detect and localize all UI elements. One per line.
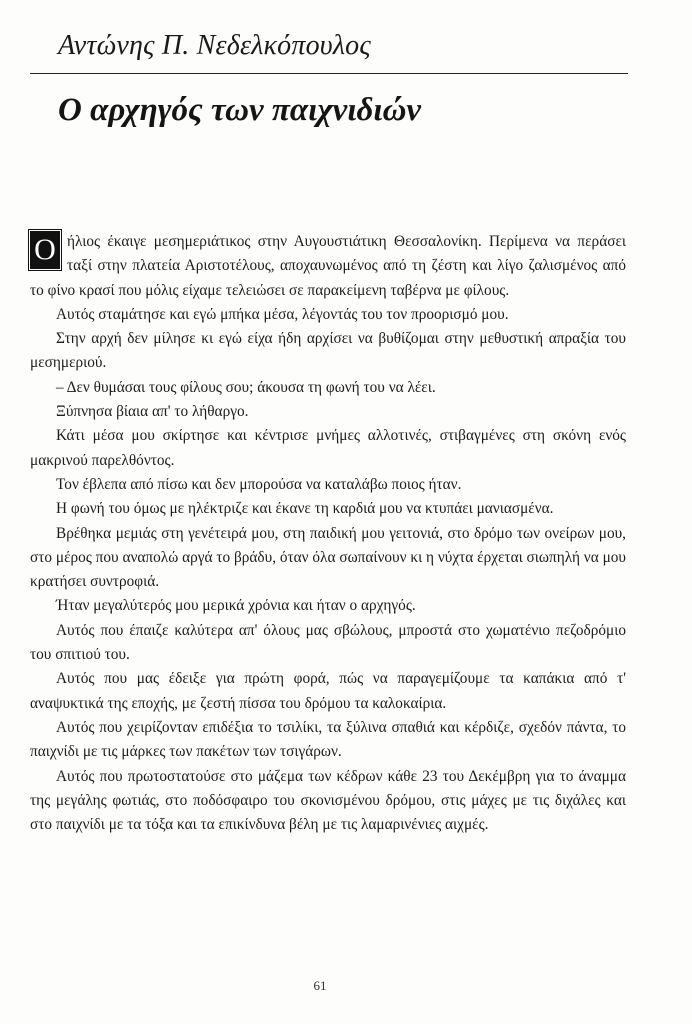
paragraph-2: Αυτός σταμάτησε και εγώ μπήκα μέσα, λέγοντάς του τον προορισμό μου. bbox=[56, 305, 509, 323]
paragraph-10: Ήταν μεγαλύτερός μου μερικά χρόνια και ήταν ο αρχηγός. bbox=[56, 597, 416, 615]
paragraph-text: ήλιος έκαιγε μεσημεριάτικος στην Αυγουστιάτικη Θεσσαλονίκη. Περίμενα να περάσει ταξί στην πλατεία Αριστοτέλους, αποχαυνωμένος από τη ζέστη και λίγο ζαλισμένος από το φίνο κρασί που μόλις είχαμε τελειώσει σε παρακείμενη ταβέρνα με φίλους. bbox=[30, 233, 626, 299]
paragraph-1 bbox=[30, 230, 626, 303]
paragraph-4: – Δεν θυμάσαι τους φίλους σου; άκουσα τη φωνή του να λέει. bbox=[56, 378, 436, 396]
paragraph-3: Στην αρχή δεν μίλησε κι εγώ είχα ήδη αρχίσει να βυθίζομαι στην μεθυστική απραξία του μεσημεριού. bbox=[30, 330, 626, 372]
paragraph-11: Αυτός που έπαιζε καλύτερα απ' όλους μας σβώλους, μπροστά στο χωματένιο πεζοδρόμιο του σπιτιού του. bbox=[30, 621, 626, 664]
drop-cap-letter: Ο bbox=[30, 231, 60, 269]
paragraph-12: Αυτός που μας έδειξε για πρώτη φορά, πώς να παραγεμίζουμε τα καπάκια από τ' αναψυκτικά της εποχής, με ζεστή πίσσα του δρόμου τα καλοκαίρια. bbox=[30, 670, 626, 712]
paragraph-6: Κάτι μέσα μου σκίρτησε και κέντρισε μνήμες αλλοτινές, στιβαγμένες στη σκόνη ενός μακρινού παρελθόντος. bbox=[30, 427, 626, 469]
paragraph-5: Ξύπνησα βίαια απ' το λήθαργο. bbox=[56, 403, 249, 421]
story-body bbox=[30, 230, 626, 837]
story-title: Ο αρχηγός των παιχνιδιών bbox=[58, 92, 422, 128]
running-header-author: Αντώνης Π. Νεδελκόπουλος bbox=[58, 30, 371, 61]
paragraph-8: Η φωνή του όμως με ηλέκτριζε και έκανε τη καρδιά μου να κτυπάει μανιασμένα. bbox=[56, 500, 554, 518]
paragraph-13: Αυτός που χειρίζονταν επιδέξια το τσιλίκι, τα ξύλινα σπαθιά και κέρδιζε, σχεδόν πάντα, το παιχνίδι με τις μάρκες των πακέτων των τσιγάρων. bbox=[30, 718, 626, 761]
paragraph-14: Αυτός που πρωτοστατούσε στο μάζεμα των κέδρων κάθε 23 του Δεκέμβρη για το άναμμα της μεγάλης φωτιάς, στο ποδόσφαιρο του σκονισμένου δρόμου, στις μάχες με τις διχάλες και στο παιχνίδι με τα τόξα και τα επικίνδυνα βέλη με τις λαμαρινένιες αιχμές. bbox=[30, 767, 626, 834]
page-number: 61 bbox=[313, 978, 327, 993]
header-rule bbox=[30, 73, 628, 74]
paragraph-7: Τον έβλεπα από πίσω και δεν μπορούσα να καταλάβω ποιος ήταν. bbox=[56, 475, 462, 493]
paragraph-9: Βρέθηκα μεμιάς στη γενέτειρά μου, στη παιδική μου γειτονιά, στο δρόμο των ονείρων μου, στο μέρος που αναπολώ αργά το βράδυ, όταν όλα σωπαίνουν κι η νύχτα έρχεται σιωπηλή να μου κρατήσει συντροφιά. bbox=[30, 524, 626, 591]
